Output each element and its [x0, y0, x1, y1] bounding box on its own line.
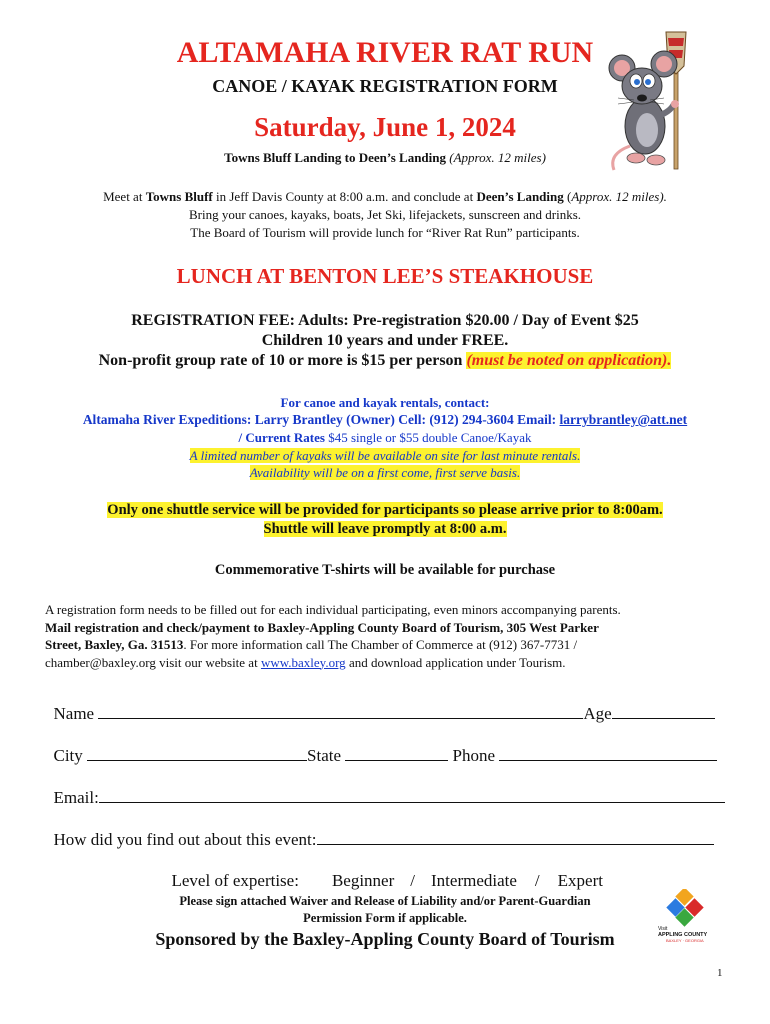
state-field[interactable]: [345, 746, 448, 761]
rentals-heading: For canoe and kayak rentals, contact:: [280, 395, 490, 410]
expertise-intermediate[interactable]: Intermediate: [431, 871, 517, 890]
rentals-availability: [0, 465, 770, 481]
chamber-phone: . For more information call The Chamber of Commerce at (912) 367-7731 /: [183, 637, 578, 652]
expertise-separator: /: [534, 871, 540, 890]
shuttle-line-2: [0, 521, 770, 538]
city-row: [45, 726, 717, 766]
waiver-line-2: Permission Form if applicable.: [303, 911, 467, 925]
email-label: Email:: [53, 788, 99, 807]
age-label: Age: [583, 704, 612, 723]
source-field[interactable]: [317, 830, 714, 845]
rates-label: / Current Rates: [238, 430, 325, 445]
waiver-line-1: Please sign attached Waiver and Release of Liability and/or Parent-Guardian: [179, 894, 591, 908]
registration-line-4: [45, 654, 745, 672]
sponsor-line: Sponsored by the Baxley-Appling County Board of Tourism: [155, 929, 615, 949]
city-label: City: [53, 746, 83, 765]
rentals-limited: [0, 448, 770, 464]
shuttle-time: Shuttle will leave promptly at 8:00 a.m.: [263, 521, 507, 537]
phone-field[interactable]: [499, 746, 717, 761]
appling-county-logo: [658, 889, 716, 945]
expertise-row: [163, 851, 603, 891]
intro-text: Meet at: [103, 189, 146, 204]
lunch-heading: LUNCH AT BENTON LEE’S STEAKHOUSE: [176, 264, 594, 288]
website-link[interactable]: www.baxley.org: [260, 654, 346, 670]
expertise-beginner[interactable]: Beginner: [331, 871, 395, 890]
expertise-expert[interactable]: Expert: [557, 871, 603, 890]
expertise-separator: /: [410, 871, 416, 890]
expertise-label: Level of expertise:: [171, 871, 299, 890]
end-location: Deen’s Landing: [476, 189, 564, 204]
shuttle-line-1: [0, 502, 770, 519]
logo-tagline: BAXLEY · GEORGIA: [666, 938, 704, 943]
registration-info: [45, 601, 745, 671]
page-number: 1: [717, 967, 723, 979]
form-subtitle: CANOE / KAYAK REGISTRATION FORM: [212, 76, 558, 96]
event-date: Saturday, June 1, 2024: [254, 112, 516, 142]
fee-line-3: [0, 352, 770, 370]
registration-line-3: [45, 636, 745, 654]
intro-text: in Jeff Davis County at 8:00 a.m. and conclude at: [212, 189, 477, 204]
rentals-contact-text: Altamaha River Expeditions: Larry Brantley (Owner) Cell: (912) 294-3604 Email:: [82, 412, 560, 427]
name-field[interactable]: [98, 704, 583, 719]
shuttle-notice: Only one shuttle service will be provided for participants so please arrive prior to 8:00am.: [107, 502, 663, 518]
name-row: [45, 684, 715, 724]
email-row: [45, 768, 725, 808]
route-note: (Approx. 12 miles): [449, 150, 546, 165]
intro-line-2: Bring your canoes, kayaks, boats, Jet Ski, lifejackets, sunscreen and drinks.: [188, 207, 582, 222]
event-title: ALTAMAHA RIVER RAT RUN: [176, 36, 594, 69]
registration-line-2: Mail registration and check/payment to Baxley-Appling County Board of Tourism, 305 West Parker: [45, 619, 599, 635]
waiver-note: [100, 893, 670, 927]
source-row: [45, 810, 714, 850]
city-field[interactable]: [87, 746, 307, 761]
intro-text: (: [563, 189, 572, 204]
age-field[interactable]: [612, 704, 715, 719]
logo-county: APPLING COUNTY: [658, 932, 708, 938]
rat-mascot-image: [600, 26, 700, 176]
tshirts-note: Commemorative T-shirts will be available for purchase: [214, 562, 556, 578]
registration-line-1: A registration form needs to be filled out for each individual participating, even minors accompanying parents.: [45, 602, 621, 617]
mailing-address: Street, Baxley, Ga. 31513: [45, 637, 184, 652]
rates-text: $45 single or $55 double Canoe/Kayak: [324, 430, 532, 445]
logo-visit: Visit: [658, 926, 668, 932]
route: Towns Bluff Landing to Deen’s Landing: [224, 150, 447, 165]
intro-line-3: The Board of Tourism will provide lunch for “River Rat Run” participants.: [190, 225, 580, 240]
name-label: Name: [53, 704, 95, 723]
chamber-email: chamber@baxley.org visit our website at: [45, 654, 261, 670]
source-label: How did you find out about this event:: [53, 830, 317, 849]
download-note: and download application under Tourism.: [345, 654, 566, 670]
group-rate: Non-profit group rate of 10 or more is $15 per person: [98, 352, 467, 369]
rentals-rates: [0, 430, 770, 446]
rentals-email-link[interactable]: larrybrantley@att.net: [559, 412, 688, 427]
phone-label: Phone: [452, 746, 496, 765]
availability-note: Availability will be on a first come, first serve basis.: [249, 465, 521, 480]
limited-note: A limited number of kayaks will be available on site for last minute rentals.: [189, 448, 581, 463]
distance-note: Approx. 12 miles).: [571, 189, 667, 204]
group-rate-note: (must be noted on application).: [466, 352, 672, 369]
rentals-contact: [0, 412, 770, 428]
state-label: State: [307, 746, 342, 765]
start-location: Towns Bluff: [145, 189, 213, 204]
email-field[interactable]: [99, 788, 725, 803]
fee-line-1: REGISTRATION FEE: Adults: Pre-registration $20.00 / Day of Event $25: [131, 312, 639, 329]
fee-line-2: Children 10 years and under FREE.: [261, 332, 509, 349]
intro-line-1: [0, 189, 770, 205]
